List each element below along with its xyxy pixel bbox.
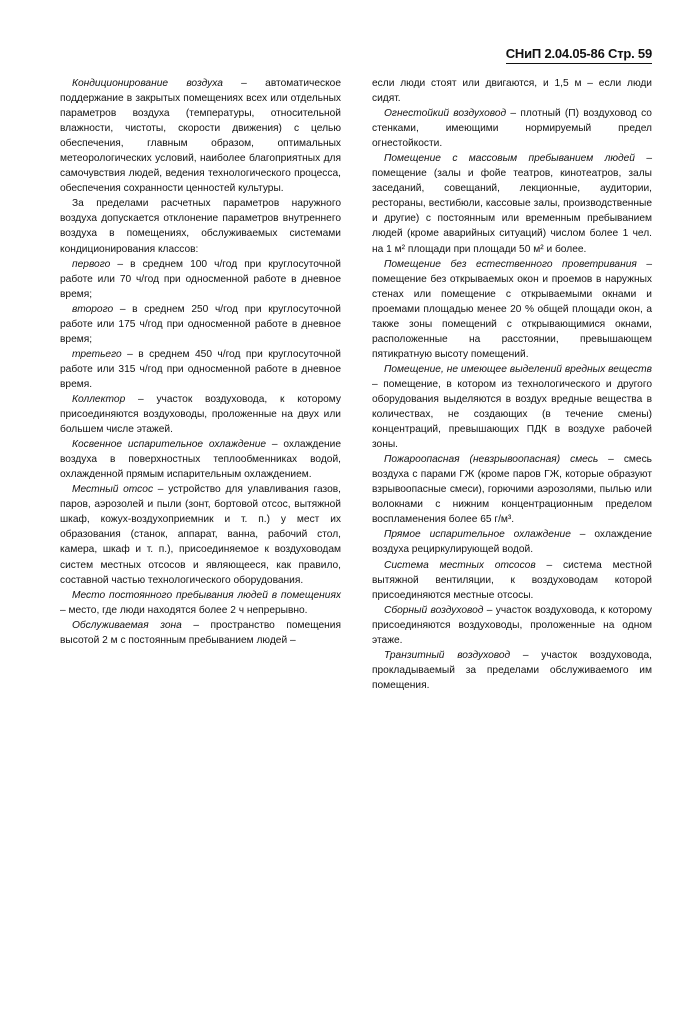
term: Место постоянного пребывания людей в помещениях	[72, 589, 341, 601]
term: Прямое испарительное охлаждение	[384, 529, 571, 541]
paragraph	[372, 648, 652, 693]
term: первого	[72, 258, 111, 270]
term: Обслуживаемая зона	[72, 619, 182, 631]
definition: – охлаждение воздуха рециркулирующей водой.	[372, 529, 652, 556]
term: Косвенное испарительное охлаждение	[72, 439, 267, 451]
term: Местный отсос	[72, 484, 154, 496]
definition: – участок воздуховода, к которому присоединяются воздуховоды, проложенные на одном этаже.	[372, 604, 652, 646]
paragraph	[60, 618, 341, 648]
definition: – помещение без открываемых окон и проемов в наружных стенах или помещение с открываемыми окнами и проемами площадью менее 20 % общей площади окон, а также зоны помещений с открывающимися окнами, расположенные на расстоянии, превышающем пятикратную высоту помещений.	[372, 258, 653, 360]
term: Помещение без естественного проветривания	[384, 258, 637, 270]
term: Огнестойкий воздуховод	[384, 108, 507, 120]
paragraph	[60, 347, 341, 392]
term: Кондиционирование воздуха	[72, 78, 223, 89]
term: Сборный воздуховод	[384, 604, 484, 616]
term: третьего	[72, 348, 122, 360]
definition: – плотный (П) воздуховод со стенками, имеющими нормируемый предел огнестойкости.	[372, 108, 652, 150]
paragraph	[372, 106, 652, 151]
paragraph	[60, 302, 341, 347]
definition: – место, где люди находятся более 2 ч непрерывно.	[60, 604, 308, 616]
definition: если люди стоят или двигаются, и 1,5 м – если люди сидят.	[372, 78, 652, 105]
definition: – пространство помещения высотой 2 м с постоянным пребыванием людей –	[60, 619, 341, 646]
paragraph	[372, 257, 652, 362]
term: второго	[72, 303, 114, 315]
paragraph	[60, 196, 341, 256]
paragraph	[372, 558, 652, 603]
definition: – участок воздуховода, прокладываемый за пределами обслуживаемого им помещения.	[372, 649, 652, 691]
paragraph	[60, 76, 341, 196]
paragraph	[60, 588, 341, 618]
definition: – автоматическое поддержание в закрытых помещениях всех или отдельных параметров воздуха (температуры, относительной влажности, чистоты, скорости движения) с целью обеспечения, главным образом, оптимальных метеорологических условий, наиболее благоприятных для самочувствия людей, ведения технологического процесса, обеспечения сохранности ценностей культуры.	[60, 78, 342, 195]
term: Помещение с массовым пребыванием людей	[384, 153, 635, 165]
paragraph	[372, 527, 652, 557]
term: Коллектор	[72, 393, 126, 405]
definition: – в среднем 250 ч/год при круглосуточной работе или 175 ч/год при односменной работе в дневное время;	[60, 303, 341, 345]
paragraph	[372, 603, 652, 648]
definition: – устройство для улавливания газов, паров, аэрозолей и пыли (зонт, бортовой отсос, вытяжной шкаф, кожух-воздухоприемник и т. п.) у мест их образования (станок, аппарат, ванна, рабочий стол, камера, шкаф и т. п.), присоединяемое к воздуховодам систем местных отсосов и являющееся, как правило, составной частью технологического оборудования.	[60, 484, 341, 586]
definition: – в среднем 450 ч/год при круглосуточной работе или 315 ч/год при односменной работе в дневное время.	[60, 348, 341, 390]
left-column	[60, 76, 341, 648]
term: Помещение, не имеющее выделений вредных веществ	[384, 363, 652, 375]
definition: – система местной вытяжной вентиляции, к воздуховодам которой присоединяются местные отсосы.	[372, 559, 652, 601]
page-header: СНиП 2.04.05-86 Стр. 59	[506, 46, 652, 64]
paragraph	[372, 362, 652, 452]
paragraph	[60, 257, 341, 302]
paragraph	[60, 392, 341, 437]
term: Система местных отсосов	[384, 559, 536, 571]
definition: – в среднем 100 ч/год при круглосуточной работе или 70 ч/год при односменной работе в дневное время;	[60, 258, 341, 300]
term: Пожароопасная (невзрывоопасная) смесь	[384, 454, 599, 466]
definition: – смесь воздуха с парами ГЖ (кроме паров ГЖ, которые образуют взрывоопасные смеси), горючими аэрозолями, пылью или волокнами с нижним концентрационным пределом воспламенения более 65 г/м³.	[372, 454, 652, 526]
definition: – помещение, в котором из технологического и другого оборудования выделяются в воздух вредные вещества в количествах, не создающих (в течение смены) концентраций, превышающих ПДК в воздухе рабочей зоны.	[372, 378, 652, 451]
paragraph	[372, 452, 652, 527]
paragraph	[60, 482, 341, 587]
paragraph	[372, 151, 652, 256]
definition: – помещение (залы и фойе театров, кинотеатров, залы заседаний, совещаний, лекционные, аудитории, рестораны, вестибюли, кассовые залы, производственные и другие) с постоянным или временным пребыванием людей (кроме аварийных ситуаций) числом более 1 чел. на 1 м² площади при площади 50 м² и более.	[372, 153, 652, 255]
paragraph	[372, 76, 652, 106]
definition: – охлаждение воздуха в поверхностных теплообменниках водой, охлажденной прямым испарительным охлаждением.	[60, 439, 341, 481]
term: Транзитный воздуховод	[384, 649, 511, 661]
right-column	[372, 76, 652, 693]
definition: – участок воздуховода, к которому присоединяются воздуховоды, проложенные на двух или большем числе этажей.	[60, 393, 341, 436]
definition: За пределами расчетных параметров наружного воздуха допускается отклонение параметров внутреннего воздуха в помещениях, обслуживаемых системами кондиционирования классов:	[60, 198, 341, 255]
paragraph	[60, 437, 341, 482]
